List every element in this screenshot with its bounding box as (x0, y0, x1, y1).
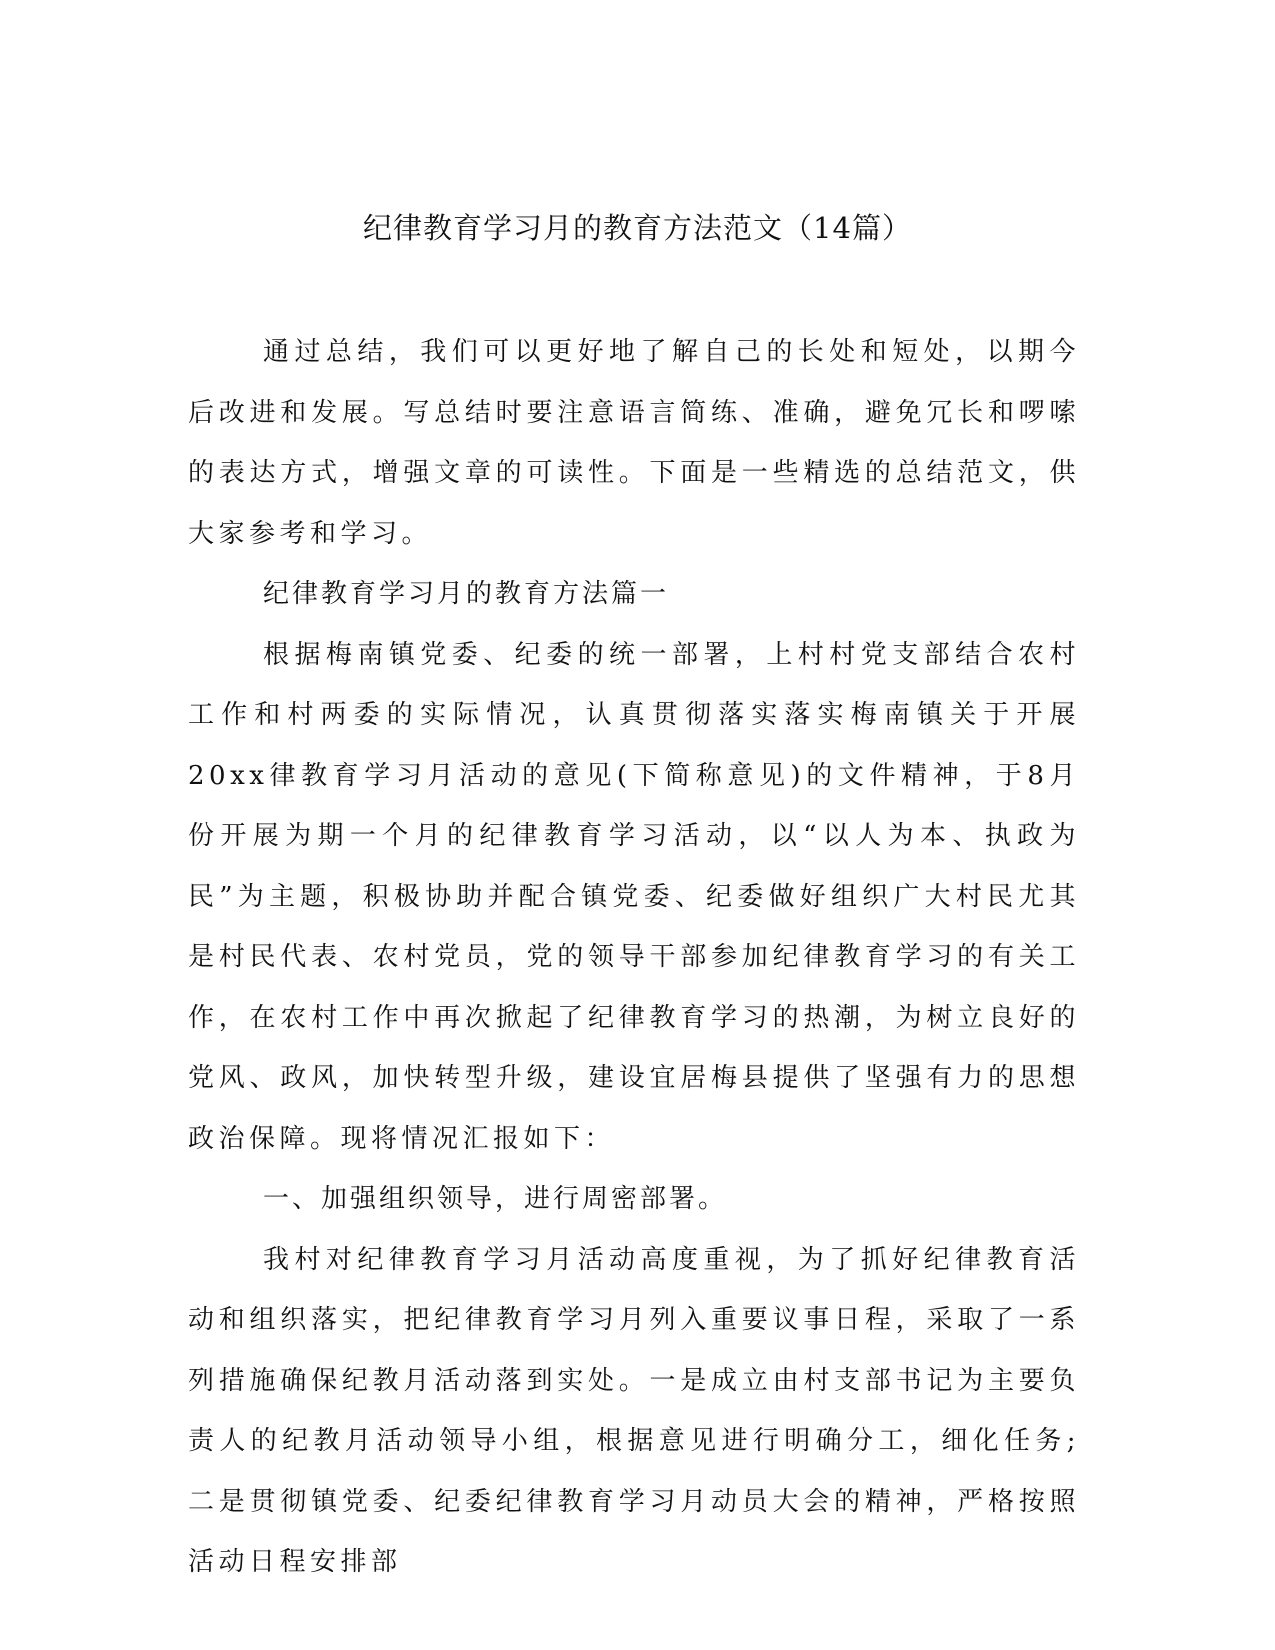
document-title: 纪律教育学习月的教育方法范文（14篇） (363, 211, 912, 245)
body-paragraph: 我村对纪律教育学习月活动高度重视，为了抓好纪律教育活动和组织落实，把纪律教育学习月列入重要议事日程，采取了一系列措施确保纪教月活动落到实处。一是成立由村支部书记为主要负责人的纪教月活动领导小组，根据意见进行明确分工，细化任务;二是贯彻镇党委、纪委纪律教育学习月动员大会的精神，严格按照活动日程安排部 (188, 1244, 1080, 1577)
subsection-heading: 一、加强组织领导，进行周密部署。 (263, 1184, 728, 1214)
section-heading: 纪律教育学习月的教育方法篇一 (263, 579, 670, 609)
body-paragraph: 根据梅南镇党委、纪委的统一部署，上村村党支部结合农村工作和村两委的实际情况，认真贯彻落实落实梅南镇关于开展20xx律教育学习月活动的意见(下简称意见)的文件精神，于8月份开展为期一个月的纪律教育学习活动，以“以人为本、执政为民”为主题，积极协助并配合镇党委、纪委做好组织广大村民尤其是村民代表、农村党员，党的领导干部参加纪律教育学习的有关工作，在农村工作中再次掀起了纪律教育学习的热潮，为树立良好的党风、政风，加快转型升级，建设宜居梅县提供了坚强有力的思想政治保障。现将情况汇报如下： (188, 639, 1080, 1154)
document-body (188, 322, 1080, 1593)
intro-paragraph: 通过总结，我们可以更好地了解自己的长处和短处，以期今后改进和发展。写总结时要注意语言简练、准确，避免冗长和啰嗦的表达方式，增强文章的可读性。下面是一些精选的总结范文，供大家参考和学习。 (188, 337, 1080, 549)
